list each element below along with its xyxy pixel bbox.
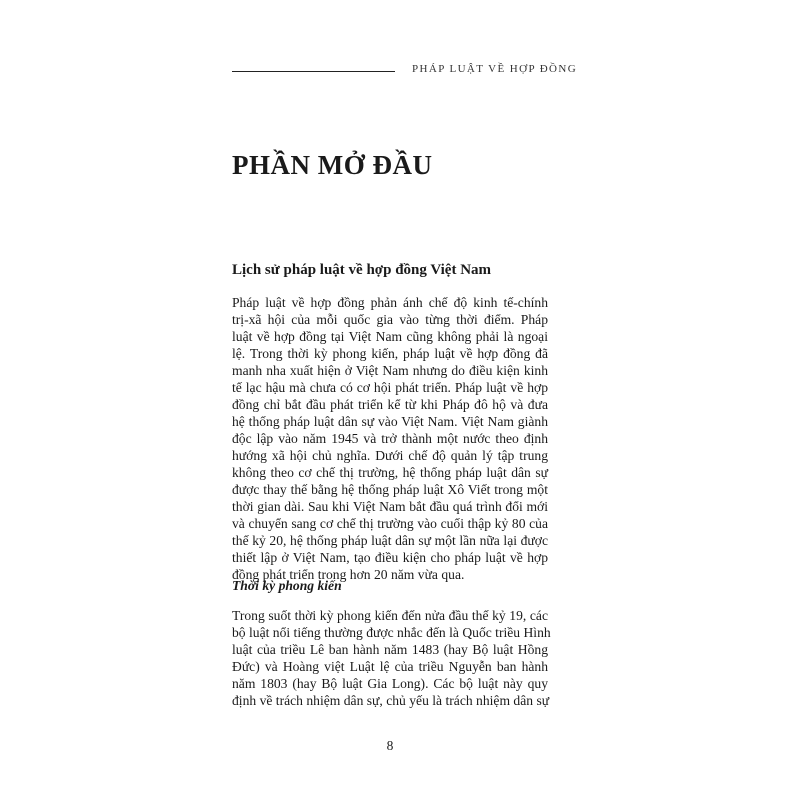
running-head: PHÁP LUẬT VỀ HỢP ĐỒNG bbox=[412, 63, 578, 75]
paragraph-line: định về trách nhiệm dân sự, chủ yếu là trách nhiệm dân sự bbox=[232, 693, 550, 708]
paragraph-line: được thay thế bằng hệ thống pháp luật Xô Viết trong một bbox=[232, 482, 548, 497]
paragraph-line: đồng chỉ bắt đầu phát triển kể từ khi Pháp đô hộ và đưa bbox=[232, 397, 548, 412]
paragraph-line: luật về hợp đồng tại Việt Nam cũng không phải là ngoại bbox=[232, 329, 548, 344]
paragraph-line: manh nha xuất hiện ở Việt Nam nhưng do điều kiện kinh bbox=[232, 363, 548, 378]
paragraph-line: Đức) và Hoàng việt Luật lệ của triều Nguyễn ban hành bbox=[232, 659, 548, 674]
part-title: PHẦN MỞ ĐẦU bbox=[232, 150, 433, 180]
paragraph-line: độc lập vào năm 1945 và trở thành một nước theo định bbox=[232, 431, 548, 446]
paragraph-line: không theo cơ chế thị trường, hệ thống pháp luật dân sự bbox=[232, 465, 548, 480]
subsection-title: Thời kỳ phong kiến bbox=[232, 578, 342, 593]
paragraph-line: Trong suốt thời kỳ phong kiến đến nửa đầu thế kỷ 19, các bbox=[232, 608, 548, 623]
paragraph-line: luật của triều Lê ban hành năm 1483 (hay Bộ luật Hồng bbox=[232, 642, 548, 657]
paragraph-line: tế lạc hậu mà chưa có cơ hội phát triển. Pháp luật về hợp bbox=[232, 380, 548, 395]
paragraph-feudal bbox=[232, 607, 551, 709]
paragraph-line: hệ thống pháp luật dân sự vào Việt Nam. Việt Nam giành bbox=[232, 414, 548, 429]
paragraph-line: thế kỷ 20, hệ thống pháp luật dân sự một lần nữa lại được bbox=[232, 533, 548, 548]
paragraph-line: thiết lập ở Việt Nam, tạo điều kiện cho pháp luật về hợp bbox=[232, 550, 548, 565]
page-number: 8 bbox=[386, 738, 394, 753]
section-title: Lịch sử pháp luật về hợp đồng Việt Nam bbox=[232, 262, 492, 278]
paragraph-line: bộ luật nổi tiếng thường được nhắc đến là Quốc triều Hình bbox=[232, 625, 551, 640]
paragraph-line: lệ. Trong thời kỳ phong kiến, pháp luật về hợp đồng đã bbox=[232, 346, 548, 361]
paragraph-line: thời gian dài. Sau khi Việt Nam bắt đầu quá trình đổi mới bbox=[232, 499, 548, 514]
header-rule bbox=[232, 71, 395, 72]
paragraph-line: năm 1803 (hay Bộ luật Gia Long). Các bộ luật này quy bbox=[232, 676, 548, 691]
paragraph-line: hướng xã hội chủ nghĩa. Dưới chế độ quản lý tập trung bbox=[232, 448, 548, 463]
paragraph-line: đồng phát triển trong hơn 20 năm vừa qua. bbox=[232, 567, 465, 582]
paragraph-line: Pháp luật về hợp đồng phản ánh chế độ kinh tế-chính bbox=[232, 295, 548, 310]
paragraph-line: trị-xã hội của mỗi quốc gia vào từng thời điểm. Pháp bbox=[232, 312, 548, 327]
paragraph-line: và chuyển sang cơ chế thị trường vào cuối thập kỷ 80 của bbox=[232, 516, 548, 531]
paragraph-history bbox=[232, 294, 548, 583]
